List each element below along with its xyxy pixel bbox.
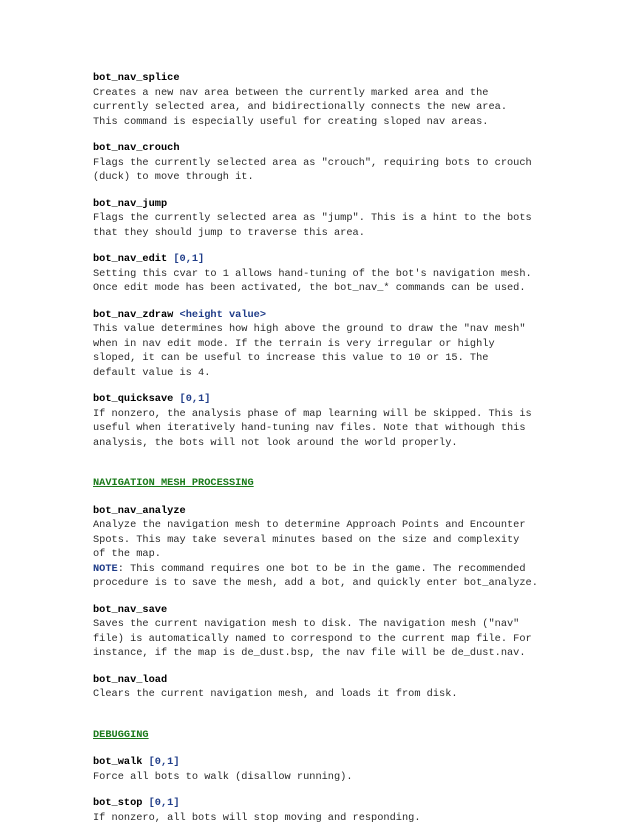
command-entry-nav-crouch: [93, 141, 553, 185]
description-line: sloped, it can be useful to increase this value to 10 or 15. The: [93, 352, 489, 364]
description-line: This value determines how high above the ground to draw the "nav mesh": [93, 323, 526, 335]
description-line: analysis, the bots will not look around the world properly.: [93, 436, 458, 449]
command-argument: [0,1]: [148, 797, 180, 809]
command-header: [93, 197, 553, 212]
command-header: [93, 71, 553, 86]
command-header: [93, 252, 553, 267]
section-heading-navigation-mesh-processing: NAVIGATION MESH PROCESSING: [93, 477, 254, 489]
command-entry-nav-splice: [93, 71, 553, 129]
command-name: bot_nav_crouch: [93, 142, 180, 154]
command-name: bot_quicksave: [93, 393, 174, 405]
command-entry-quicksave: [93, 392, 553, 450]
command-name: bot_nav_save: [93, 603, 168, 616]
section-heading-debugging: DEBUGGING: [93, 728, 149, 741]
description-line: Saves the current navigation mesh to disk. The navigation mesh ("nav": [93, 618, 520, 630]
description-line: Clears the current navigation mesh, and loads it from disk.: [93, 688, 458, 700]
note-line: [93, 562, 553, 577]
command-header: [93, 673, 553, 688]
description-line: Setting this cvar to 1 allows hand-tuning of the bot's navigation mesh.: [93, 267, 532, 280]
command-header: [93, 755, 553, 770]
description-line: default value is 4.: [93, 366, 211, 379]
description-line: file) is automatically named to correspond to the current map file. For: [93, 632, 532, 645]
description-line: Flags the currently selected area as "jump". This is a hint to the bots: [93, 212, 532, 224]
command-name: bot_stop: [93, 797, 143, 809]
command-header: [93, 392, 553, 407]
command-name: bot_nav_jump: [93, 197, 168, 210]
command-name: bot_nav_edit: [93, 253, 168, 265]
command-entry-nav-jump: [93, 197, 553, 241]
command-entry-nav-zdraw: [93, 308, 553, 381]
description-line: that they should jump to traverse this area.: [93, 226, 365, 239]
description-line: If nonzero, all bots will stop moving and responding.: [93, 811, 421, 824]
description-line: when in nav edit mode. If the terrain is very irregular or highly: [93, 337, 495, 350]
command-header: [93, 796, 553, 811]
command-entry-walk: [93, 755, 553, 784]
command-argument: <height value>: [179, 308, 267, 321]
description-line: If nonzero, the analysis phase of map learning will be skipped. This is: [93, 407, 532, 420]
description-line: procedure is to save the mesh, add a bot, and quickly enter bot_analyze.: [93, 577, 538, 589]
command-entry-nav-load: [93, 673, 553, 702]
description-line: of the map.: [93, 548, 161, 560]
note-label: NOTE: [93, 562, 118, 575]
command-name: bot_nav_analyze: [93, 504, 186, 517]
command-entry-stop: [93, 796, 553, 825]
command-name: bot_nav_splice: [93, 72, 180, 84]
command-name: bot_nav_load: [93, 673, 168, 686]
command-entry-nav-analyze: [93, 504, 553, 591]
description-line: Spots. This may take several minutes based on the size and complexity: [93, 533, 520, 546]
description-line: Force all bots to walk (disallow running).: [93, 770, 353, 783]
command-argument: [0,1]: [173, 253, 205, 265]
command-entry-nav-edit: [93, 252, 553, 296]
description-line: Flags the currently selected area as "crouch", requiring bots to crouch: [93, 156, 532, 169]
description-line: useful when iteratively hand-tuning nav files. Note that withough this: [93, 422, 526, 434]
description-line: Once edit mode has been activated, the bot_nav_* commands can be used.: [93, 282, 526, 294]
command-header: [93, 504, 553, 519]
entries-top-group: [93, 71, 553, 450]
description-line: Analyze the navigation mesh to determine Approach Points and Encounter: [93, 519, 526, 531]
command-argument: [0,1]: [179, 393, 211, 405]
command-argument: [0,1]: [148, 756, 180, 768]
description-line: currently selected area, and bidirectionally connects the new area.: [93, 101, 508, 113]
command-name: bot_walk: [93, 756, 143, 768]
description-line: instance, if the map is de_dust.bsp, the nav file will be de_dust.nav.: [93, 647, 526, 659]
command-header: [93, 308, 553, 323]
description-line: Creates a new nav area between the currently marked area and the: [93, 86, 489, 99]
description-line: (duck) to move through it.: [93, 171, 254, 183]
command-header: [93, 603, 553, 618]
note-text: : This command requires one bot to be in the game. The recommended: [117, 562, 526, 575]
command-name: bot_nav_zdraw: [93, 308, 174, 321]
description-line: This command is especially useful for creating sloped nav areas.: [93, 115, 489, 128]
command-header: [93, 141, 553, 156]
document-page: [93, 71, 553, 837]
command-entry-nav-save: [93, 603, 553, 661]
